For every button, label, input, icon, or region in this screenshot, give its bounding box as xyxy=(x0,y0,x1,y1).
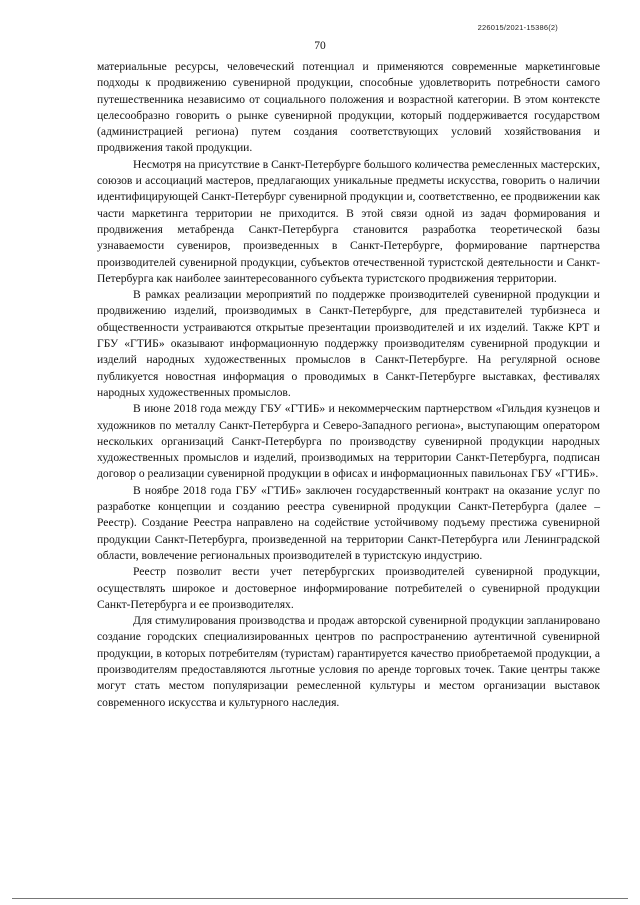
paragraph: В ноябре 2018 года ГБУ «ГТИБ» заключен государственный контракт на оказание услуг по разработке концепции и созданию реестра сувенирной продукции Санкт-Петербурга (далее – Реестр). Создание Реестра направлено на содействие устойчивому подъему престижа сувенирной продукции Санкт-Петербурга, произведенной на территории Санкт-Петербурга или Ленинградской области, вовлечение региональных производителей в туристскую индустрию. xyxy=(97,483,600,562)
paragraph: Для стимулирования производства и продаж авторской сувенирной продукции запланировано создание городских специализированных центров по распространению аутентичной сувенирной продукции, в которых потребителям (туристам) гарантируется качество приобретаемой продукции, а производителям предоставляются льготные условия по аренде торговых точек. Такие центры также могут стать местом популяризации ремесленной культуры и местом организации выставок современного искусства и культурного наследия. xyxy=(97,614,600,709)
paragraph-continuation: материальные ресурсы, человеческий потенциал и применяются современные маркетинговые подходы к продвижению сувенирной продукции, способные удовлетворить потребности самого путешественника независимо от социального положения и возрастной категории. В этом контексте целесообразно говорить о рынке сувенирной продукции, который поддерживается государством (администрацией региона) путем создания соответствующих условий хозяйствования и продвижения такой продукции. xyxy=(97,60,600,155)
paragraph: Несмотря на присутствие в Санкт-Петербурге большого количества ремесленных мастерских, союзов и ассоциаций мастеров, предлагающих уникальные предметы искусства, говорить о наличии идентифицирующей Санкт-Петербург сувенирной продукции и, соответственно, ее продвижении как части маркетинга территории не приходится. В этой связи одной из задач формирования и продвижения метабренда Санкт-Петербурга становится разработка теоретической базы узнаваемости сувениров, произведенных в Санкт-Петербурге, формирование партнерства производителей сувенирной продукции, субъектов отечественной туристской деятельности и Санкт-Петербурга как наиболее заинтересованного субъекта туристского продвижения территории. xyxy=(97,157,600,285)
paragraph: В июне 2018 года между ГБУ «ГТИБ» и некоммерческим партнерством «Гильдия кузнецов и художников по металлу Санкт-Петербурга и Северо-Западного региона», выступающим оператором нескольких организаций Санкт-Петербурга по производству сувенирной продукции народных художественных промыслов и изделий, производимых на территории Санкт-Петербурга, подписан договор о реализации сувенирной продукции в офисах и информационных павильонах ГБУ «ГТИБ». xyxy=(97,402,600,481)
scan-edge-line xyxy=(12,898,628,899)
page-number: 70 xyxy=(314,40,326,52)
document-id: 226015/2021-15386(2) xyxy=(477,23,558,32)
paragraph: Реестр позволит вести учет петербургских производителей сувенирной продукции, осуществлять широкое и достоверное информирование потребителей о сувенирной продукции Санкт-Петербурга и ее производителях. xyxy=(97,565,600,611)
body-text xyxy=(97,59,600,711)
paragraph: В рамках реализации мероприятий по поддержке производителей сувенирной продукции и продвижению изделий, производимых в Санкт-Петербурге, для представителей турбизнеса и общественности устраиваются открытые презентации производителей и их изделий. Также КРТ и ГБУ «ГТИБ» оказывают информационную поддержку производителям сувенирной продукции и изделий народных художественных промыслов в Санкт-Петербурге. На регулярной основе публикуется новостная информация о проводимых в Санкт-Петербурге выставках, фестивалях народных художественных промыслов. xyxy=(97,288,600,399)
